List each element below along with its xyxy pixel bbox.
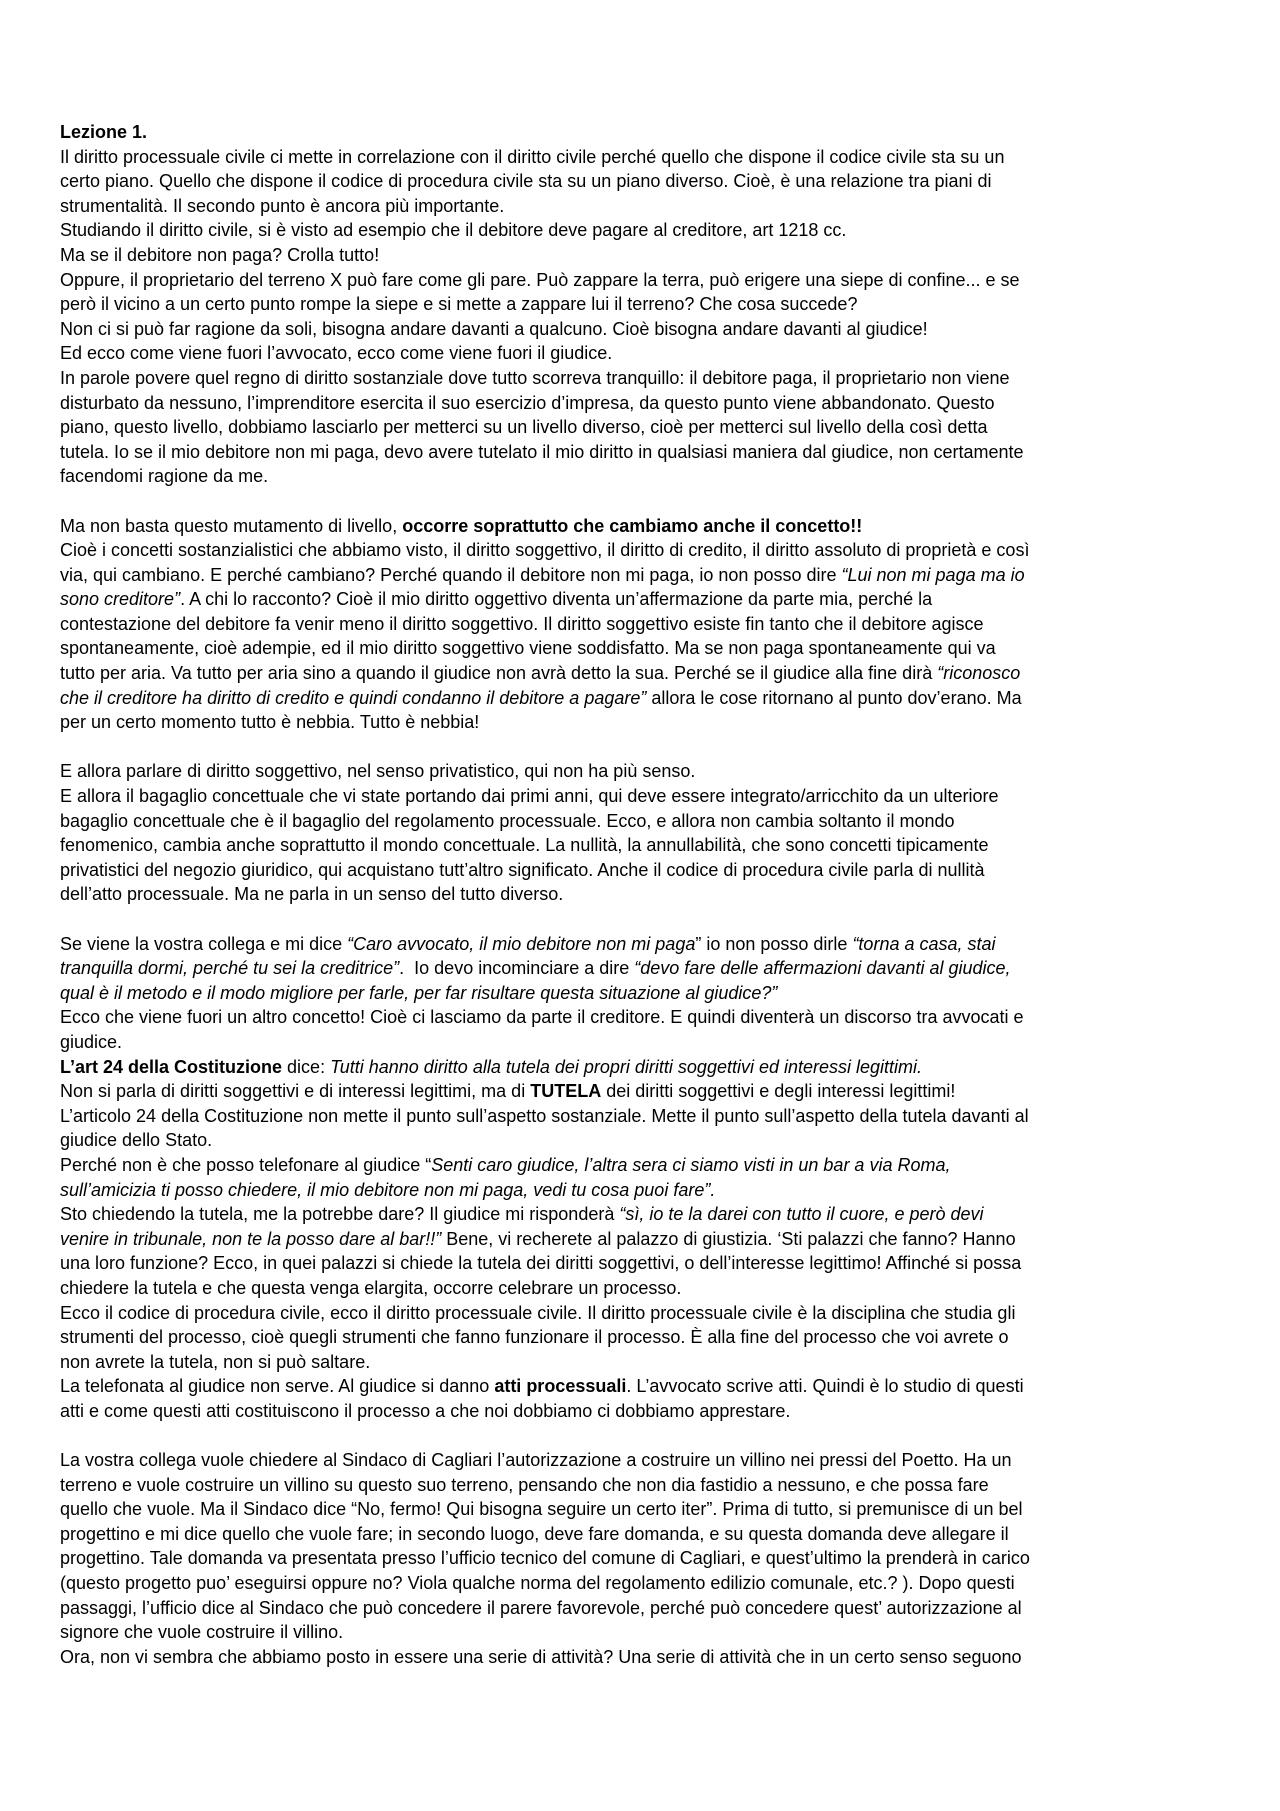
text-line [60, 1473, 1222, 1498]
paragraph-gap [60, 735, 1222, 760]
bold-text: atti processuali [494, 1376, 627, 1397]
text-line [60, 784, 1222, 809]
italic-text: “Lui non mi paga ma io [841, 564, 1025, 585]
text-span: Ecco il codice di procedura civile, ecco il diritto processuale civile. Il diritto processuale civile è la disciplina che studia gli [60, 1302, 1016, 1323]
text-line [60, 759, 1222, 784]
text-line [60, 464, 1222, 489]
text-span: strumentalità. Il secondo punto è ancora più importante. [60, 195, 505, 216]
text-line [60, 1325, 1222, 1350]
text-span: Ora, non vi sembra che abbiamo posto in essere una serie di attività? Una serie di attività che in un certo senso seguono [60, 1646, 1022, 1667]
text-line [60, 292, 1222, 317]
text-span: progettino. Tale domanda va presentata presso l’ufficio tecnico del comune di Cagliari, e quest’ultimo la prenderà in carico [60, 1548, 1030, 1569]
text-span: piano, questo livello, dobbiamo lasciarlo per metterci su un livello diverso, cioè per metterci sul livello della così detta [60, 417, 988, 438]
text-span: Oppure, il proprietario del terreno X può fare come gli pare. Può zappare la terra, può erigere una siepe di confine... e se [60, 269, 1020, 290]
text-line [60, 1153, 1222, 1178]
text-line [60, 415, 1222, 440]
text-span: Cioè i concetti sostanzialistici che abbiamo visto, il diritto soggettivo, il diritto di credito, il diritto assoluto di proprietà e così [60, 540, 1030, 561]
text-line [60, 1350, 1222, 1375]
text-span: facendomi ragione da me. [60, 466, 269, 487]
paragraph-gap [60, 907, 1222, 932]
text-span: allora le cose ritornano al punto dov’erano. Ma [646, 687, 1022, 708]
text-span: dei diritti soggettivi e degli interessi legittimi! [601, 1081, 956, 1102]
text-line [60, 1301, 1222, 1326]
text-span: L’articolo 24 della Costituzione non mette il punto sull’aspetto sostanziale. Mette il punto sull’aspetto della tutela davanti al [60, 1105, 1029, 1126]
text-line [60, 686, 1222, 711]
text-line [60, 514, 1222, 539]
text-line [60, 1227, 1222, 1252]
text-line [60, 636, 1222, 661]
text-line [60, 1005, 1222, 1030]
italic-text: “riconosco [937, 663, 1021, 684]
text-span: per un certo momento tutto è nebbia. Tutto è nebbia! [60, 712, 480, 733]
text-span: . Io devo incominciare a dire [399, 958, 635, 979]
text-span: ” io non posso dirle [695, 933, 853, 954]
bold-text: L’art 24 della Costituzione [60, 1056, 283, 1077]
text-line [60, 1276, 1222, 1301]
italic-text: Tutti hanno diritto alla tutela dei propri diritti soggettivi ed interessi legittimi. [330, 1056, 923, 1077]
bold-text: TUTELA [530, 1081, 602, 1102]
text-span: fenomenico, cambia anche soprattutto il mondo concettuale. La nullità, la annullabilità, che sono concetti tipicamente [60, 835, 989, 856]
text-span: Se viene la vostra collega e mi dice [60, 933, 348, 954]
italic-text: Senti caro giudice, l’altra sera ci siamo visti in un bar a via Roma, [431, 1154, 951, 1175]
text-line [60, 858, 1222, 883]
italic-text: “torna a casa, stai [852, 933, 996, 954]
text-span: giudice dello Stato. [60, 1130, 213, 1151]
italic-text: qual è il metodo e il modo migliore per farle, per far risultare questa situazione al giudice?” [60, 982, 778, 1003]
text-span: terreno e vuole costruire un villino su questo suo terreno, pensando che non dia fastidio a nessuno, e che possa fare [60, 1474, 989, 1495]
text-span: . L’avvocato scrive atti. Quindi è lo studio di questi [626, 1376, 1024, 1397]
text-line [60, 268, 1222, 293]
text-span: In parole povere quel regno di diritto sostanziale dove tutto scorreva tranquillo: il debitore paga, il proprietario non viene [60, 367, 1010, 388]
text-line [60, 145, 1222, 170]
text-span: Perché non è che posso telefonare al giudice “ [60, 1154, 432, 1175]
text-span: passaggi, l’ufficio dice al Sindaco che può concedere il parere favorevole, perché può concedere quest’ autorizzazione al [60, 1597, 1022, 1618]
text-span: giudice. [60, 1031, 123, 1052]
paragraph-gap [60, 1423, 1222, 1448]
text-line [60, 243, 1222, 268]
text-span: La telefonata al giudice non serve. Al giudice si danno [60, 1376, 495, 1397]
text-span: dell’atto processuale. Ma ne parla in un senso del tutto diverso. [60, 884, 564, 905]
text-line [60, 366, 1222, 391]
text-span: Ma se il debitore non paga? Crolla tutto! [60, 244, 380, 265]
text-line [60, 1128, 1222, 1153]
text-span: Ed ecco come viene fuori l’avvocato, ecco come viene fuori il giudice. [60, 343, 613, 364]
text-line [60, 391, 1222, 416]
text-line [60, 981, 1222, 1006]
text-line [60, 1522, 1222, 1547]
text-line [60, 1374, 1222, 1399]
text-line [60, 1251, 1222, 1276]
text-span: tutela. Io se il mio debitore non mi paga, devo avere tutelato il mio diritto in qualsiasi maniera dal giudice, non certamente [60, 441, 1024, 462]
text-line [60, 661, 1222, 686]
text-span: (questo progetto puo’ eseguirsi oppure no? Viola qualche norma del regolamento edilizio comunale, etc.? ). Dopo questi [60, 1573, 1015, 1594]
text-line [60, 809, 1222, 834]
text-line [60, 882, 1222, 907]
text-span: Bene, vi recherete al palazzo di giustizia. ‘Sti palazzi che fanno? Hanno [441, 1228, 1016, 1249]
text-span: contestazione del debitore fa venir meno il diritto soggettivo. Il diritto soggettivo esiste fin tanto che il debitore agisce [60, 613, 984, 634]
text-span: spontaneamente, cioè adempie, ed il mio diritto soggettivo viene soddisfatto. Ma se non paga spontaneamente qui va [60, 638, 996, 659]
text-line [60, 563, 1222, 588]
text-span: via, qui cambiano. E perché cambiano? Perché quando il debitore non mi paga, io non posso dire [60, 564, 842, 585]
bold-text: Lezione 1. [60, 122, 148, 142]
text-line [60, 956, 1222, 981]
text-span: Non si parla di diritti soggettivi e di interessi legittimi, ma di [60, 1081, 531, 1102]
text-span: Ma non basta questo mutamento di livello, [60, 515, 403, 536]
text-line [60, 218, 1222, 243]
italic-text: “sì, io te la darei con tutto il cuore, e però devi [619, 1204, 984, 1225]
text-span: quello che vuole. Ma il Sindaco dice “No, fermo! Qui bisogna seguire un certo iter”. Prima di tutto, si premunisce di un bel [60, 1499, 1023, 1520]
text-line [60, 1497, 1222, 1522]
italic-text: sull’amicizia ti posso chiedere, il mio debitore non mi paga, vedi tu cosa puoi fare”. [60, 1179, 716, 1200]
text-span: dice: [282, 1056, 331, 1077]
text-span: E allora parlare di diritto soggettivo, nel senso privatistico, qui non ha più senso. [60, 761, 696, 782]
text-line [60, 1546, 1222, 1571]
text-line [60, 194, 1222, 219]
text-span: . A chi lo racconto? Cioè il mio diritto oggettivo diventa un’affermazione da parte mia, perché la [180, 589, 933, 610]
text-span: però il vicino a un certo punto rompe la siepe e si mette a zappare lui il terreno? Che cosa succede? [60, 294, 858, 315]
text-line [60, 710, 1222, 735]
text-span: tutto per aria. Va tutto per aria sino a quando il giudice non avrà detto la sua. Perché se il giudice alla fine dirà [60, 663, 938, 684]
italic-text: “Caro avvocato, il mio debitore non mi paga [347, 933, 696, 954]
text-line [60, 440, 1222, 465]
italic-text: venire in tribunale, non te la posso dare al bar!!” [60, 1228, 442, 1249]
text-span: progettino e mi dice quello che vuole fare; in secondo luogo, deve fare domanda, e su questa domanda deve allegare il [60, 1523, 1009, 1544]
text-line [60, 833, 1222, 858]
text-line [60, 1079, 1222, 1104]
text-line [60, 1104, 1222, 1129]
document-page [60, 120, 1222, 1669]
text-line [60, 1448, 1222, 1473]
text-span: Studiando il diritto civile, si è visto ad esempio che il debitore deve pagare al creditore, art 1218 cc. [60, 220, 847, 241]
text-line [60, 538, 1222, 563]
text-span: La vostra collega vuole chiedere al Sindaco di Cagliari l’autorizzazione a costruire un villino nei pressi del Poetto. Ha un [60, 1450, 1012, 1471]
text-line [60, 1030, 1222, 1055]
italic-text: “devo fare delle affermazioni davanti al giudice, [634, 958, 1011, 979]
text-span: Ecco che viene fuori un altro concetto! Cioè ci lasciamo da parte il creditore. E quindi diventerà un discorso tra avvocati e [60, 1007, 1024, 1028]
text-span: strumenti del processo, cioè quegli strumenti che fanno funzionare il processo. È alla fine del processo che voi avrete o [60, 1327, 1009, 1348]
text-line [60, 1055, 1222, 1080]
text-line [60, 587, 1222, 612]
bold-text: occorre soprattutto che cambiamo anche il concetto!! [402, 515, 863, 536]
text-line [60, 1596, 1222, 1621]
text-line [60, 1620, 1222, 1645]
text-span: Non ci si può far ragione da soli, bisogna andare davanti a qualcuno. Cioè bisogna andare davanti al giudice! [60, 318, 928, 339]
italic-text: che il creditore ha diritto di credito e quindi condanno il debitore a pagare” [60, 687, 647, 708]
text-line [60, 120, 1222, 145]
paragraph-gap [60, 489, 1222, 514]
text-span: E allora il bagaglio concettuale che vi state portando dai primi anni, qui deve essere integrato/arricchito da un ulteriore [60, 786, 999, 807]
text-span: Il diritto processuale civile ci mette in correlazione con il diritto civile perché quello che dispone il codice civile sta su un [60, 146, 1005, 167]
text-span: Sto chiedendo la tutela, me la potrebbe dare? Il giudice mi risponderà [60, 1204, 620, 1225]
text-span: signore che vuole costruire il villino. [60, 1622, 344, 1643]
text-span: certo piano. Quello che dispone il codice di procedura civile sta su un piano diverso. Cioè, è una relazione tra piani di [60, 171, 992, 192]
italic-text: sono creditore” [60, 589, 181, 610]
text-span: chiedere la tutela e che questa venga elargita, occorre celebrare un processo. [60, 1277, 682, 1298]
text-line [60, 1202, 1222, 1227]
text-span: disturbato da nessuno, l’imprenditore esercita il suo esercizio d’impresa, da questo punto viene abbandonato. Questo [60, 392, 995, 413]
text-line [60, 169, 1222, 194]
text-line [60, 1571, 1222, 1596]
text-span: non avrete la tutela, non si può saltare. [60, 1351, 371, 1372]
text-span: atti e come questi atti costituiscono il processo a che noi dobbiamo ci dobbiamo apprestare. [60, 1400, 791, 1421]
text-line [60, 1399, 1222, 1424]
text-line [60, 1645, 1222, 1670]
text-span: una loro funzione? Ecco, in quei palazzi si chiede la tutela dei diritti soggettivi, o dell’interesse legittimo! Affinché si possa [60, 1253, 1022, 1274]
text-line [60, 612, 1222, 637]
italic-text: tranquilla dormi, perché tu sei la creditrice” [60, 958, 400, 979]
text-line [60, 1178, 1222, 1203]
text-line [60, 317, 1222, 342]
text-span: privatistici del negozio giuridico, qui acquistano tutt’altro significato. Anche il codice di procedura civile parla di nullità [60, 859, 985, 880]
text-line [60, 341, 1222, 366]
text-span: bagaglio concettuale che è il bagaglio del regolamento processuale. Ecco, e allora non cambia soltanto il mondo [60, 810, 955, 831]
text-line [60, 932, 1222, 957]
